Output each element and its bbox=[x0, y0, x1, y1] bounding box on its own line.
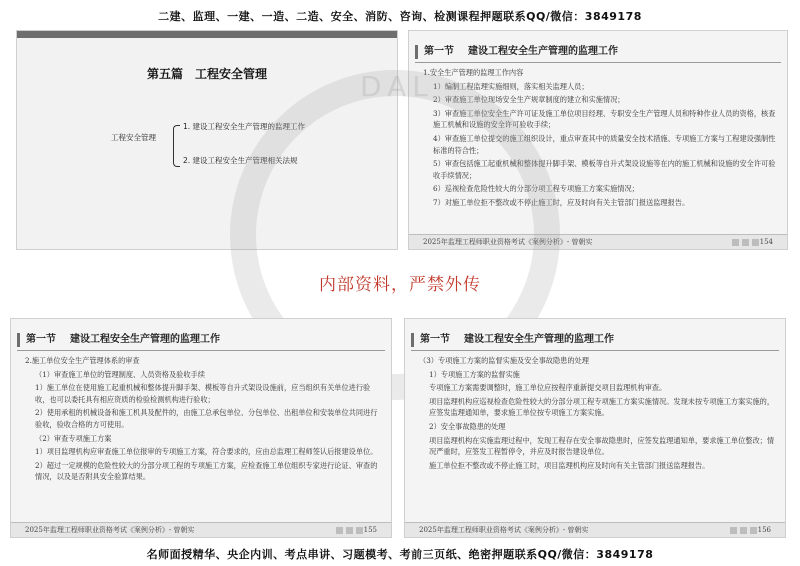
body-line: 7）对施工单位拒不整改或不停止施工时，应及时向有关主管部门报送监理报告。 bbox=[433, 197, 690, 207]
slide-154 bbox=[408, 30, 788, 250]
footer-square bbox=[742, 239, 749, 246]
page-number: 155 bbox=[363, 526, 377, 534]
body-line: 2.施工单位安全生产管理体系的审查 bbox=[25, 356, 140, 365]
mindmap-branch-2: 2. 建设工程安全生产管理相关法规 bbox=[183, 156, 298, 165]
body-line: 专项施工方案需要调整时，施工单位应按程序重新提交项目监理机构审查。 bbox=[429, 383, 667, 393]
body-line: 4）审查施工单位提交的施工组织设计，重点审查其中的质量安全技术措施、专项施工方案与工程建设强制性标准的符合性； bbox=[433, 133, 776, 155]
section-heading: 建设工程安全生产管理的监理工作 bbox=[468, 46, 618, 57]
body-line: 1）施工单位在使用施工起重机械和整体提升脚手架、模板等自升式架设设施前，应当组织有关单位进行验收，也可以委托具有相应资质的检验检测机构进行验收； bbox=[35, 383, 371, 404]
body-line: 5）审查包括施工起重机械和整体提升脚手架、模板等自升式架设设施等在内的施工机械和设施的安全许可验收手续情况； bbox=[433, 159, 776, 180]
slide-heading bbox=[411, 333, 779, 347]
heading-divider bbox=[17, 350, 385, 351]
page-number: 156 bbox=[757, 526, 771, 534]
mindmap-brace bbox=[173, 125, 180, 167]
body-line: 1.安全生产管理的监理工作内容 bbox=[423, 68, 524, 77]
body-line: 2）安全事故隐患的处理 bbox=[429, 421, 506, 431]
top-banner: 二建、监理、一建、一造、二造、安全、消防、咨询、检测课程押题联系QQ/微信：3849178 bbox=[158, 10, 642, 23]
body-line: 1）专项施工方案的监督实施 bbox=[429, 369, 520, 379]
heading-divider bbox=[411, 350, 779, 351]
footer-square bbox=[336, 527, 343, 534]
body-line: 1）项目监理机构应审查施工单位报审的专项施工方案，符合要求的，应由总监理工程师签认后报建设单位。 bbox=[35, 447, 378, 457]
slide-footer bbox=[11, 522, 391, 537]
slide-body bbox=[25, 355, 381, 485]
footer-square bbox=[752, 239, 759, 246]
body-line: 1）编制工程监理实施细则，落实相关监理人员； bbox=[433, 81, 589, 91]
footer-text: 2025年监理工程师职业资格考试《案例分析》- 曾朝实 bbox=[423, 238, 593, 246]
footer-square bbox=[346, 527, 353, 534]
section-heading: 建设工程安全生产管理的监理工作 bbox=[70, 334, 220, 345]
slide-chapter-title bbox=[16, 30, 398, 250]
slide-156 bbox=[404, 318, 786, 538]
slide-footer bbox=[405, 522, 785, 537]
body-line: 项目监理机构应巡视检查危险性较大的分部分项工程专项施工方案实施情况。发现未按专项施工方案实施的，应签发监理通知单，要求施工单位按专项施工方案实施。 bbox=[429, 396, 775, 418]
mindmap-root: 工程安全管理 bbox=[111, 133, 156, 142]
footer-square bbox=[740, 527, 747, 534]
body-line: 施工单位拒不整改或不停止施工时，项目监理机构应及时向有关主管部门报送监理报告。 bbox=[429, 460, 710, 470]
section-label: 第一节 bbox=[420, 334, 450, 345]
section-label: 第一节 bbox=[424, 46, 454, 57]
body-line: 2）使用承租的机械设备和施工机具及配件的，由施工总承包单位、分包单位、出租单位和安装单位共同进行验收，验收合格的方可使用。 bbox=[35, 408, 378, 429]
mindmap-branch-1: 1. 建设工程安全生产管理的监理工作 bbox=[183, 122, 306, 131]
footer-square bbox=[730, 527, 737, 534]
bottom-banner: 名师面授精华、央企内训、考点串讲、习题模考、考前三页纸、绝密押题联系QQ/微信：3849178 bbox=[146, 548, 654, 561]
footer-text: 2025年监理工程师职业资格考试《案例分析》- 曾朝实 bbox=[25, 526, 195, 534]
footer-text: 2025年监理工程师职业资格考试《案例分析》- 曾朝实 bbox=[419, 526, 589, 534]
body-line: 项目监理机构在实施监理过程中，发现工程存在安全事故隐患时，应签发监理通知单，要求施工单位整改；情况严重时，应签发工程暂停令，并应及时报告建设单位。 bbox=[429, 435, 775, 457]
body-line: 2）超过一定规模的危险性较大的分部分项工程的专项施工方案，应检查施工单位组织专家进行论证、审查的情况，以及是否附具安全验算结果。 bbox=[35, 460, 378, 482]
watermark-letters: DAL bbox=[360, 70, 434, 103]
slide-body bbox=[419, 355, 775, 473]
slide-heading bbox=[415, 45, 781, 59]
section-label: 第一节 bbox=[26, 334, 56, 345]
slide-heading bbox=[17, 333, 385, 347]
section-heading: 建设工程安全生产管理的监理工作 bbox=[464, 334, 614, 345]
slide-footer bbox=[409, 234, 787, 249]
footer-square bbox=[750, 527, 757, 534]
slide-top-bar bbox=[17, 31, 397, 38]
slide-155 bbox=[10, 318, 392, 538]
body-line: （2）审查专项施工方案 bbox=[35, 433, 112, 443]
body-line: 2）审查施工单位现场安全生产规章制度的建立和实施情况； bbox=[433, 95, 625, 105]
footer-square bbox=[732, 239, 739, 246]
body-line: 3）审查施工单位安全生产许可证及施工单位项目经理、专职安全生产管理人员和特种作业人员的资格，核查施工机械和设施的安全许可验收手续； bbox=[433, 108, 776, 130]
slide-body bbox=[423, 67, 777, 211]
body-line: 6）巡视检查危险性较大的分部分项工程专项施工方案实施情况； bbox=[433, 184, 639, 194]
body-line: （3）专项施工方案的监督实施及安全事故隐患的处理 bbox=[419, 356, 589, 365]
internal-notice: 内部资料，严禁外传 bbox=[319, 275, 481, 295]
page-number: 154 bbox=[759, 238, 773, 246]
body-line: （1）审查施工单位的管理制度、人员资格及验收手续 bbox=[35, 369, 205, 379]
footer-square bbox=[356, 527, 363, 534]
heading-divider bbox=[415, 62, 781, 63]
chapter-title: 第五篇 工程安全管理 bbox=[146, 67, 267, 81]
